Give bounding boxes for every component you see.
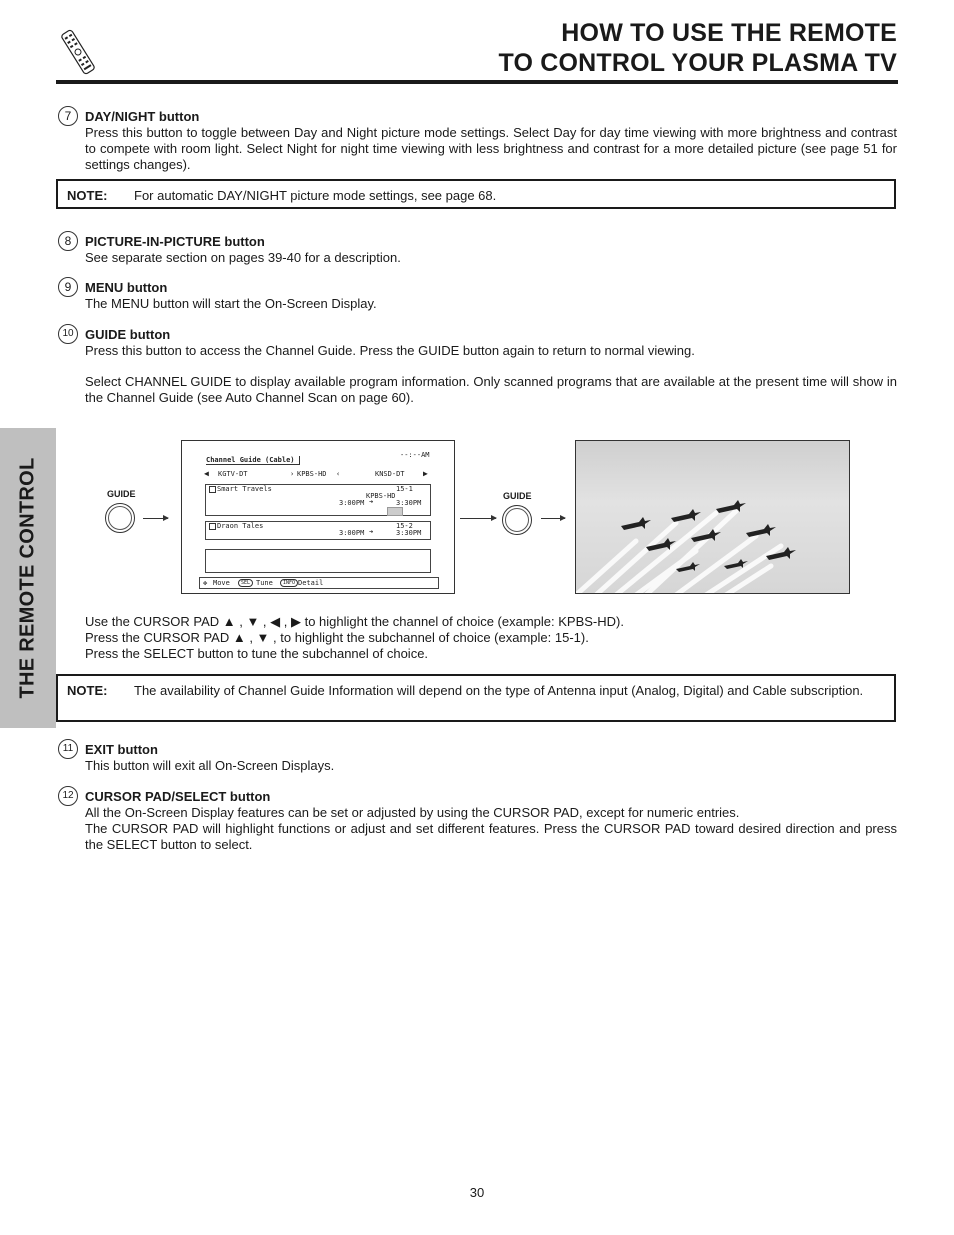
title-line-2: TO CONTROL YOUR PLASMA TV — [498, 49, 897, 77]
item-number-11: 11 — [58, 739, 78, 759]
screen-footer — [199, 577, 439, 589]
note-label: NOTE: — [67, 683, 108, 698]
program-box-1 — [205, 484, 431, 516]
header-rule — [56, 80, 898, 84]
item-number-8: 8 — [58, 231, 78, 251]
item-body-2: Select CHANNEL GUIDE to display available program information. Only scanned programs that are available at the present time will show in the Channel Guide (see Auto Channel Scan on page 60). — [85, 374, 897, 405]
checkbox-icon — [209, 486, 216, 493]
note-label: NOTE: — [67, 188, 108, 203]
arrow-right-icon — [460, 518, 496, 519]
footer-move: Move — [213, 579, 230, 587]
guide-button-label: GUIDE — [107, 489, 136, 499]
left-arrow-icon: ◀ — [204, 469, 209, 478]
sel-key-icon: SEL — [238, 579, 253, 587]
program-start: 3:00PM — [339, 529, 365, 537]
program-name: Draon Tales — [217, 522, 264, 530]
item-exit — [85, 742, 897, 774]
item-body: This button will exit all On-Screen Displays. — [85, 758, 335, 773]
program-subchannel: 15-2 — [396, 522, 413, 530]
screen-title: Channel Guide (Cable) — [206, 456, 300, 465]
section-side-tab — [0, 428, 56, 728]
item-body: The MENU button will start the On-Screen Display. — [85, 296, 377, 311]
arrow-right-icon — [541, 518, 565, 519]
item-body: All the On-Screen Display features can be set or adjusted by using the CURSOR PAD, except for numeric entries. — [85, 805, 740, 820]
remote-icon — [58, 28, 98, 76]
screen-clock: --:--AM — [400, 451, 430, 459]
channel-3: KNSD-DT — [375, 470, 405, 478]
item-body-2: The CURSOR PAD will highlight functions or adjust and set different features. Press the CURSOR PAD toward desired direction and press the SELECT button to select. — [85, 821, 897, 852]
item-heading: PICTURE-IN-PICTURE button — [85, 234, 265, 249]
item-cursor-pad — [85, 789, 897, 853]
item-number-10: 10 — [58, 324, 78, 344]
item-day-night — [85, 109, 897, 173]
guide-button-icon — [105, 503, 135, 533]
instruction-line: Press the SELECT button to tune the subchannel of choice. — [85, 646, 429, 661]
item-pip — [85, 234, 897, 266]
item-guide — [85, 327, 897, 406]
program-subchannel: 15-1 — [396, 485, 413, 493]
item-body: Press this button to access the Channel Guide. Press the GUIDE button again to return to normal viewing. — [85, 343, 695, 358]
arrow-icon: ➜ — [369, 498, 374, 506]
footer-tune: Tune — [256, 579, 273, 587]
item-heading: DAY/NIGHT button — [85, 109, 200, 124]
info-box — [205, 549, 431, 573]
instruction-line: Press the CURSOR PAD ▲ , ▼ , to highlight the subchannel of choice (example: 15-1). — [85, 630, 589, 645]
item-heading: MENU button — [85, 280, 168, 295]
tv-picture-jets-image — [575, 440, 850, 594]
channel-2-marker-icon: › — [290, 470, 295, 478]
info-key-icon: INFO — [280, 579, 298, 587]
program-end: 3:30PM — [396, 529, 422, 537]
arrow-right-icon — [143, 518, 168, 519]
note-box — [56, 179, 896, 209]
instruction-line: Use the CURSOR PAD ▲ , ▼ , ◀ , ▶ to highlight the channel of choice (example: KPBS-HD). — [85, 614, 624, 629]
note-text: For automatic DAY/NIGHT picture mode settings, see page 68. — [134, 188, 497, 203]
item-body: Press this button to toggle between Day and Night picture mode settings. Select Day for day time viewing with more brightness and contrast to compete with room light. Select Night for night time viewing with less brightness and contrast for a more detailed picture (see page 51 for settings changes). — [85, 125, 897, 172]
footer-detail: Detail — [298, 579, 324, 587]
program-box-2 — [205, 521, 431, 540]
item-heading: CURSOR PAD/SELECT button — [85, 789, 271, 804]
channel-1: KGTV-DT — [218, 470, 248, 478]
channel-2: KPBS-HD — [297, 470, 327, 478]
cursor-instructions — [85, 614, 897, 662]
page-title — [498, 18, 897, 78]
item-heading: EXIT button — [85, 742, 158, 757]
side-tab-label: THE REMOTE CONTROL — [16, 457, 39, 699]
cc-badge-icon — [387, 507, 403, 516]
item-number-7: 7 — [58, 106, 78, 126]
channel-guide-screen — [181, 440, 455, 594]
move-icon: ✥ — [203, 579, 208, 587]
note-text: The availability of Channel Guide Information will depend on the type of Antenna input (Analog, Digital) and Cable subscription. — [134, 683, 864, 698]
page-number: 30 — [469, 1185, 485, 1200]
channel-2-marker-icon: ‹ — [336, 470, 341, 478]
program-name: Smart Travels — [217, 485, 272, 493]
program-station: KPBS-HD — [366, 492, 396, 500]
item-body: See separate section on pages 39-40 for a description. — [85, 250, 401, 265]
guide-button-label: GUIDE — [503, 491, 532, 501]
item-menu — [85, 280, 897, 312]
title-line-1: HOW TO USE THE REMOTE — [561, 19, 897, 47]
guide-button-icon — [502, 505, 532, 535]
item-heading: GUIDE button — [85, 327, 171, 342]
item-number-9: 9 — [58, 277, 78, 297]
program-end: 3:30PM — [396, 499, 422, 507]
checkbox-icon — [209, 523, 216, 530]
item-number-12: 12 — [58, 786, 78, 806]
right-arrow-icon: ▶ — [423, 469, 428, 478]
arrow-icon: ➜ — [369, 528, 374, 536]
note-box — [56, 674, 896, 722]
program-start: 3:00PM — [339, 499, 365, 507]
